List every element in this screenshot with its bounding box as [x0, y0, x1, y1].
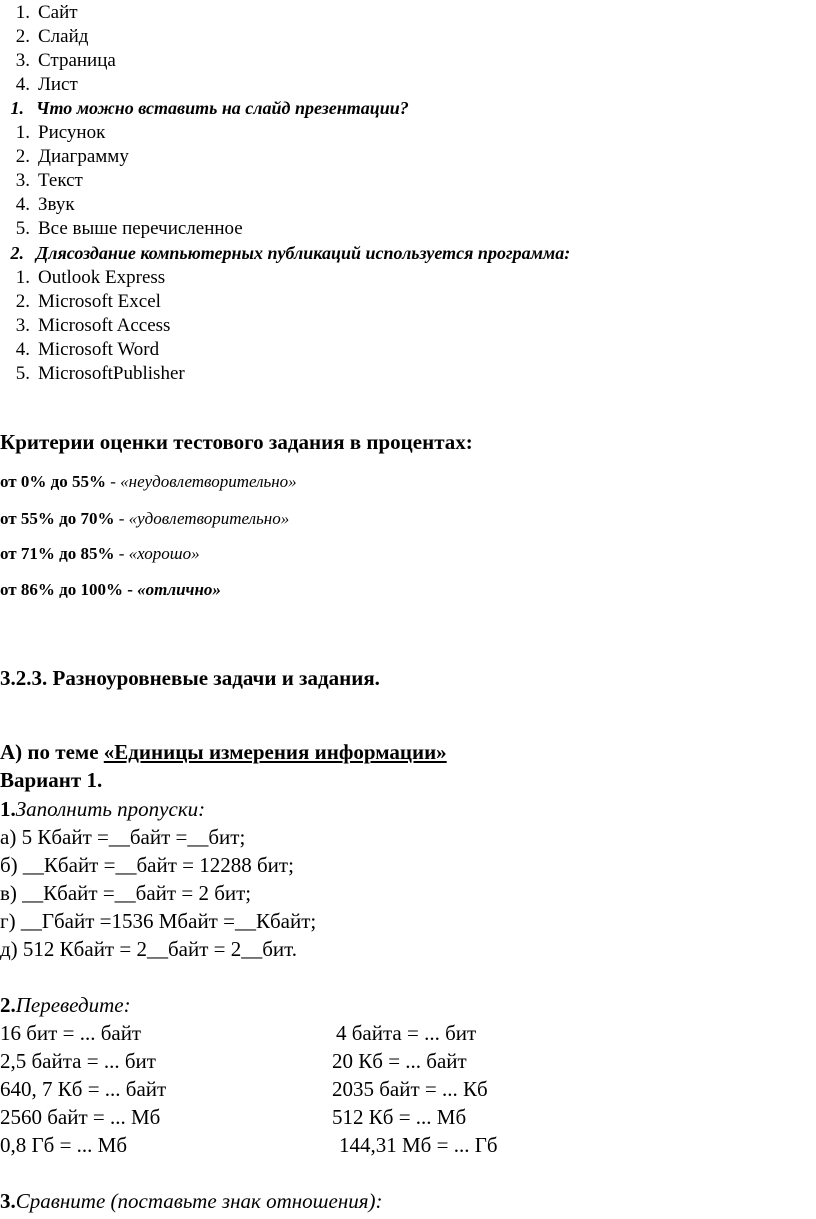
option-item: [0, 122, 105, 144]
question-text: Что можно вставить на слайд презентации?: [36, 98, 409, 118]
list-number: 4.: [15, 74, 30, 95]
option-number: 5.: [15, 218, 30, 239]
option-item: [0, 267, 165, 289]
option-number: 4.: [15, 339, 30, 360]
task2-left: 0,8 Гб = ... Мб: [0, 1133, 128, 1157]
list-number: 3.: [15, 50, 30, 71]
variant-title: Вариант 1.: [0, 768, 103, 792]
task-number: 2.: [0, 993, 16, 1017]
criteria-range: от 0% до 55%: [0, 472, 106, 491]
task3-heading: [0, 1189, 383, 1214]
option-text: Звук: [38, 194, 75, 215]
criteria-dash: -: [105, 472, 121, 491]
option-item: [0, 170, 83, 192]
option-text: Рисунок: [38, 122, 106, 143]
option-text: Outlook Express: [38, 267, 166, 288]
question-heading: [0, 98, 409, 119]
task1-line: в) __Кбайт =__байт = 2 бит;: [0, 881, 252, 905]
task-number: 3.: [0, 1189, 16, 1213]
option-number: 3.: [15, 315, 30, 336]
option-number: 1.: [15, 267, 30, 288]
option-text: Microsoft Excel: [38, 291, 161, 312]
topic-prefix: А) по теме: [0, 740, 104, 764]
criteria-grade: «неудовлетворительно»: [120, 472, 297, 491]
option-text: Диаграмму: [38, 146, 129, 167]
option-item: [0, 218, 243, 240]
task2-left: 16 бит = ... байт: [0, 1021, 142, 1045]
option-item: [0, 291, 161, 313]
task2-right: 512 Кб = ... Мб: [332, 1105, 467, 1129]
topic-heading: [0, 740, 447, 765]
criteria-row: [0, 580, 221, 600]
option-number: 2.: [15, 146, 30, 167]
option-text: Microsoft Access: [38, 315, 171, 336]
task2-right: 20 Кб = ... байт: [332, 1049, 467, 1073]
criteria-dash: -: [114, 544, 129, 563]
option-item: [0, 363, 185, 385]
option-item: [0, 194, 75, 216]
task2-right: 4 байта = ... бит: [336, 1021, 477, 1045]
topic-name: «Единицы измерения информации»: [103, 740, 447, 764]
task1-line: б) __Кбайт =__байт = 12288 бит;: [0, 853, 294, 877]
list-number: 1.: [15, 2, 30, 23]
option-number: 2.: [15, 291, 30, 312]
task1-line: г) __Гбайт =1536 Мбайт =__Кбайт;: [0, 909, 317, 933]
list-text: Страница: [38, 50, 116, 71]
task-title: Переведите:: [15, 993, 131, 1017]
list-text: Сайт: [38, 2, 78, 23]
task-title: Сравните (поставьте знак отношения):: [15, 1189, 383, 1213]
task2-right: 2035 байт = ... Кб: [332, 1077, 488, 1101]
criteria-grade: «хорошо»: [128, 544, 200, 563]
option-text: Все выше перечисленное: [38, 218, 243, 239]
list-item: [0, 2, 78, 24]
criteria-range: от 86% до 100% -: [0, 580, 133, 599]
criteria-grade: «отлично»: [137, 580, 221, 599]
task2-right: 144,31 Мб = ... Гб: [339, 1133, 498, 1157]
option-item: [0, 146, 129, 168]
list-number: 2.: [15, 26, 30, 47]
criteria-dash: -: [114, 509, 129, 528]
criteria-grade: «удовлетворительно»: [128, 509, 290, 528]
task1-line: а) 5 Кбайт =__байт =__бит;: [0, 825, 246, 849]
list-item: [0, 50, 116, 72]
question-number: 2.: [10, 243, 24, 263]
criteria-range: от 71% до 85%: [0, 544, 115, 563]
question-heading: [0, 243, 570, 264]
option-text: Microsoft Word: [38, 339, 160, 360]
task-number: 1.: [0, 797, 16, 821]
criteria-row: [0, 544, 200, 564]
option-item: [0, 315, 170, 337]
criteria-row: [0, 472, 297, 492]
task2-heading: [0, 993, 131, 1018]
task2-left: 2560 байт = ... Мб: [0, 1105, 161, 1129]
criteria-row: [0, 509, 289, 529]
list-item: [0, 74, 78, 96]
list-item: [0, 26, 88, 48]
criteria-range: от 55% до 70%: [0, 509, 115, 528]
task1-line: д) 512 Кбайт = 2__байт = 2__бит.: [0, 937, 297, 961]
option-item: [0, 339, 159, 361]
question-text: Длясоздание компьютерных публикаций используется программа:: [36, 243, 571, 263]
section-title: 3.2.3. Разноуровневые задачи и задания.: [0, 666, 380, 690]
option-text: Текст: [38, 170, 83, 191]
task1-heading: [0, 797, 205, 822]
task-title: Заполнить пропуски:: [15, 797, 206, 821]
list-text: Лист: [38, 74, 78, 95]
task2-left: 640, 7 Кб = ... байт: [0, 1077, 167, 1101]
option-number: 3.: [15, 170, 30, 191]
option-number: 4.: [15, 194, 30, 215]
list-text: Слайд: [38, 26, 89, 47]
question-number: 1.: [10, 98, 24, 118]
criteria-title: Критерии оценки тестового задания в процентах:: [0, 430, 473, 454]
task2-left: 2,5 байта = ... бит: [0, 1049, 156, 1073]
option-number: 1.: [15, 122, 30, 143]
option-number: 5.: [15, 363, 30, 384]
option-text: MicrosoftPublisher: [38, 363, 185, 384]
